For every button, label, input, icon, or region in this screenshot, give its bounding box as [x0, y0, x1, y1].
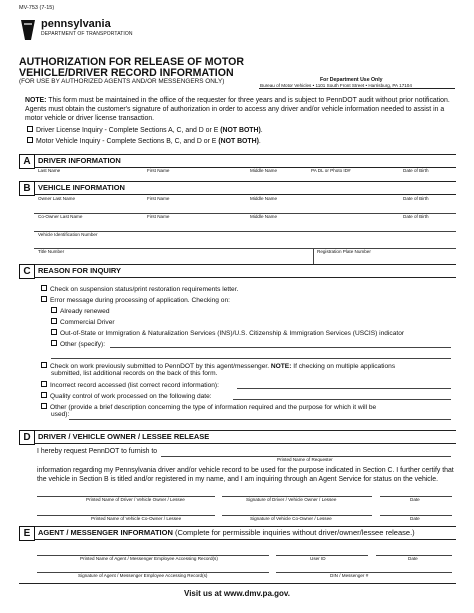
section-a-letter: A: [19, 154, 35, 169]
owner-row-rule: [34, 213, 456, 214]
coowner-middle-name-label: Middle Name: [250, 214, 278, 219]
reason-other-description[interactable]: Other (provide a brief description concerning the type of information required and the purpose for which it will be: [41, 403, 376, 412]
section-b-letter: B: [19, 181, 35, 196]
checkbox[interactable]: [41, 381, 47, 387]
driver-printed-name-label: Printed Name of Driver / Vehicle Owner / Lessee: [86, 497, 185, 502]
driver-date-label: Date: [410, 497, 420, 502]
other-description-line[interactable]: [69, 419, 451, 420]
coowner-last-name-label: Co-Owner Last Name: [38, 214, 83, 219]
keystone-icon: [19, 18, 37, 42]
owner-dob-label: Date of Birth: [403, 196, 429, 201]
checkbox[interactable]: [51, 318, 57, 324]
other-specify-line[interactable]: [110, 347, 451, 348]
reason-quality-control[interactable]: Quality control of work processed on the following date:: [41, 392, 212, 401]
driver-license-inquiry-option[interactable]: Driver License Inquiry - Complete Sections A, C, and D or E (NOT BOTH).: [27, 126, 263, 135]
quality-control-line[interactable]: [233, 399, 451, 400]
driver-dob-label: Date of Birth: [403, 168, 429, 173]
note-text: This form must be maintained in the office of the requester for three years and is subject to PennDOT audit without prior notification. Agents must obtain the customer's signature of authorization in order to access any driver and/or vehicle information needed to assist in a motor vehicle or driver license transaction.: [25, 97, 450, 123]
reason-incorrect-record[interactable]: Incorrect record accessed (list correct record information):: [41, 381, 219, 390]
agent-din-label: DIN / Messenger #: [330, 573, 369, 578]
agent-signature-label: Signature of Agent / Messenger Employee Accessing Record(s): [78, 573, 208, 578]
agency-logo: [19, 16, 179, 46]
section-c-header-rule: [34, 277, 456, 278]
form-subtitle: (FOR USE BY AUTHORIZED AGENTS AND/OR MESSENGERS ONLY): [19, 78, 225, 85]
reason-other-description-line2: used):: [51, 411, 70, 418]
dept-use-label: For Department Use Only: [320, 77, 383, 83]
checkbox[interactable]: [41, 285, 47, 291]
form-number: MV-753 (7-15): [19, 5, 55, 11]
section-d-header-rule: [34, 443, 456, 444]
coowner-first-name-label: First Name: [147, 214, 170, 219]
section-a-title: DRIVER INFORMATION: [38, 156, 121, 165]
vin-row-rule: [34, 248, 456, 249]
checkbox[interactable]: [41, 403, 47, 409]
reason-out-of-state[interactable]: Out-of-State or Immigration & Naturalization Services (INS)/U.S. Citizenship & Immigration Services (USCIS) indicator: [51, 329, 404, 338]
reason-work-submitted[interactable]: Check on work previously submitted to PennDOT by this agent/messenger. NOTE: If checking on multiple applications: [41, 362, 395, 371]
reason-error-message[interactable]: Error message during processing of application. Checking on:: [41, 296, 230, 305]
reason-suspension[interactable]: Check on suspension status/print restoration requirements letter.: [41, 285, 238, 294]
checkbox[interactable]: [27, 126, 33, 132]
note-label: NOTE:: [25, 97, 47, 104]
release-request-text: I hereby request PennDOT to furnish to: [37, 448, 158, 455]
reason-commercial-driver[interactable]: Commercial Driver: [51, 318, 115, 327]
section-a-header-rule: [34, 167, 456, 168]
section-c-letter: C: [19, 264, 35, 279]
section-e-title: AGENT / MESSENGER INFORMATION (Complete for permissible inquiries without driver/owner/lessee release.): [38, 528, 415, 537]
plate-number-label: Registration Plate Number: [317, 249, 371, 254]
checkbox[interactable]: [51, 307, 57, 313]
agency-name: pennsylvania: [41, 18, 111, 30]
requester-name-label: Printed Name of Requester: [277, 457, 333, 462]
checkbox[interactable]: [27, 137, 33, 143]
driver-info-fields[interactable]: [37, 174, 453, 181]
agency-dept: DEPARTMENT OF TRANSPORTATION: [41, 31, 133, 37]
checkbox[interactable]: [41, 392, 47, 398]
dept-use-address: Bureau of Motor Vehicles • 1101 South Front Street • Harrisburg, PA 17104: [260, 83, 412, 88]
release-body-text: information regarding my Pennsylvania driver and/or vehicle record to be used for the purpose indicated in Section C. I further certify that the vehicle in Section B is titled and/or registered in my name, and I am inquiring through an Agent Service for status on the vehicle.: [37, 467, 454, 484]
coowner-date-label: Date: [410, 516, 420, 521]
section-d-letter: D: [19, 430, 35, 445]
checkbox[interactable]: [41, 296, 47, 302]
driver-signature-label: Signature of Driver / Vehicle Owner / Lessee: [246, 497, 337, 502]
section-c-title: REASON FOR INQUIRY: [38, 266, 122, 275]
driver-middle-name-label: Middle Name: [250, 168, 278, 173]
driver-last-name-label: Last Name: [38, 168, 61, 173]
footer-website: Visit us at www.dmv.pa.gov.: [184, 589, 290, 598]
incorrect-record-line[interactable]: [237, 388, 451, 389]
checkbox[interactable]: [41, 362, 47, 368]
agent-user-id-label: User ID: [310, 556, 326, 561]
section-b-title: VEHICLE INFORMATION: [38, 183, 125, 192]
motor-vehicle-inquiry-option[interactable]: Motor Vehicle Inquiry - Complete Sections B, C, and D or E (NOT BOTH).: [27, 137, 261, 146]
coowner-signature-label: Signature of Vehicle Co-Owner / Lessee: [250, 516, 332, 521]
reason-other-specify[interactable]: Other (specify):: [51, 340, 105, 349]
section-b-header-rule: [34, 194, 456, 195]
driver-first-name-label: First Name: [147, 168, 170, 173]
owner-first-name-label: First Name: [147, 196, 170, 201]
section-d-title: DRIVER / VEHICLE OWNER / LESSEE RELEASE: [38, 432, 210, 441]
reason-work-submitted-line2: submitted, list additional records on the back of this form.: [51, 370, 218, 377]
vin-label: Vehicle Identification Number: [38, 232, 98, 237]
owner-last-name-label: Owner Last Name: [38, 196, 76, 201]
coowner-dob-label: Date of Birth: [403, 214, 429, 219]
note-block: [25, 96, 455, 124]
title-number-label: Title Number: [38, 249, 65, 254]
coowner-printed-name-label: Printed Name of Vehicle Co-Owner / Lessee: [91, 516, 182, 521]
reason-already-renewed[interactable]: Already renewed: [51, 307, 109, 316]
agent-printed-name-label: Printed Name of Agent / Messenger Employee Accessing Record(s): [80, 556, 218, 561]
checkbox[interactable]: [51, 329, 57, 335]
driver-dl-label: PA DL or Photo ID#: [311, 168, 351, 173]
owner-middle-name-label: Middle Name: [250, 196, 278, 201]
form-title-line1: AUTHORIZATION FOR RELEASE OF MOTOR: [19, 56, 245, 68]
agent-date-label: Date: [408, 556, 418, 561]
form-bottom-rule: [19, 583, 456, 584]
section-e-letter: E: [19, 526, 35, 541]
section-e-header-rule: [34, 539, 456, 540]
other-specify-line-2[interactable]: [51, 358, 451, 359]
checkbox[interactable]: [51, 340, 57, 346]
title-plate-divider: [313, 248, 314, 264]
form-title-line2: VEHICLE/DRIVER RECORD INFORMATION: [19, 67, 234, 79]
